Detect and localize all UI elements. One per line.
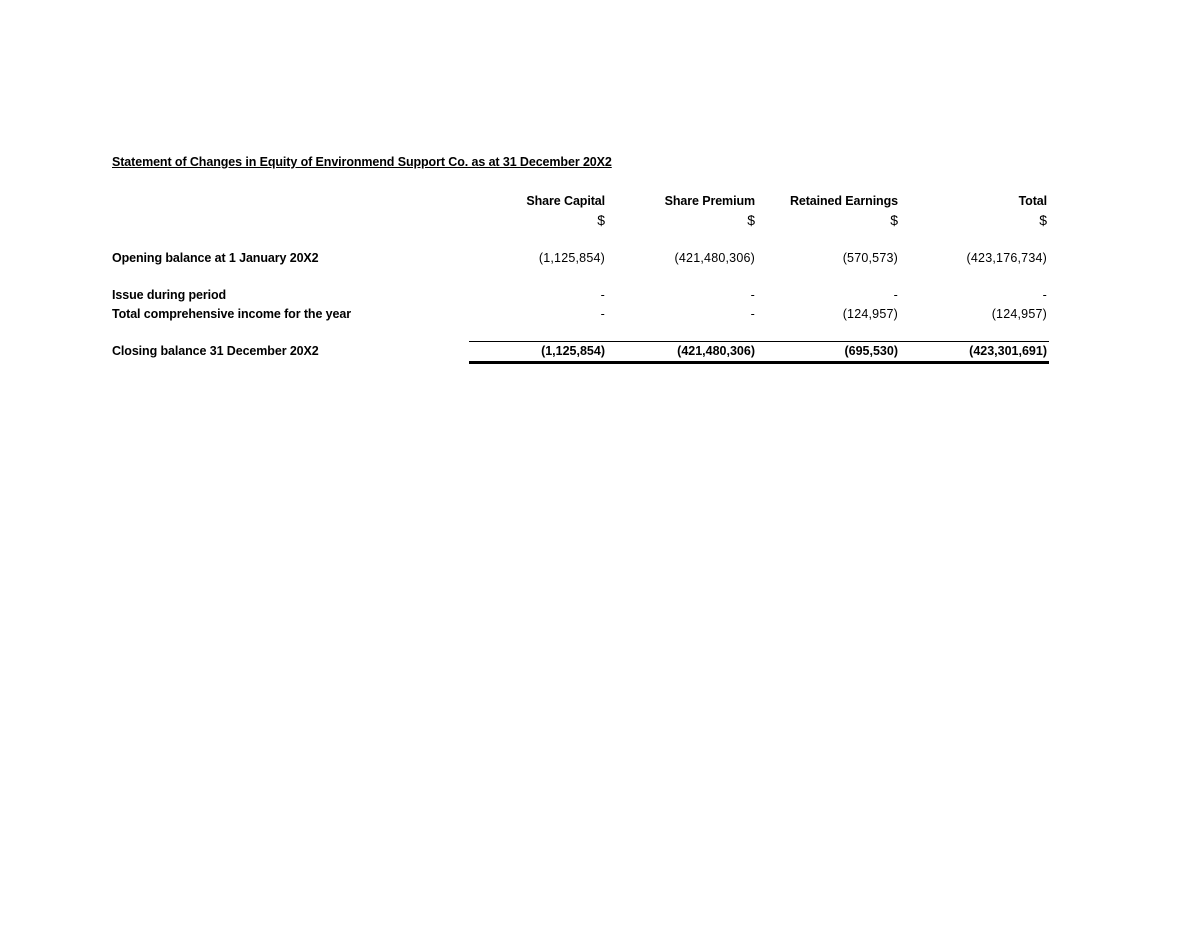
closing-double-rule: [469, 361, 1049, 364]
row-label-issue-during-period: Issue during period: [112, 288, 227, 302]
column-header-share-capital: Share Capital: [526, 194, 605, 208]
currency-retained-earnings: $: [890, 212, 898, 228]
closing-total: (423,301,691): [969, 344, 1047, 358]
tci-share-premium: -: [750, 307, 755, 321]
closing-retained-earnings: (695,530): [844, 344, 898, 358]
opening-share-capital: (1,125,854): [538, 251, 605, 265]
row-label-closing-balance: Closing balance 31 December 20X2: [112, 344, 319, 358]
column-header-share-premium: Share Premium: [664, 194, 755, 208]
statement-title: Statement of Changes in Equity of Environmend Support Co. as at 31 December 20X2: [112, 155, 612, 169]
opening-retained-earnings: (570,573): [842, 251, 898, 265]
issue-retained-earnings: -: [893, 288, 898, 302]
closing-share-capital: (1,125,854): [541, 344, 605, 358]
issue-share-capital: -: [600, 288, 605, 302]
issue-total: -: [1042, 288, 1047, 302]
column-header-total: Total: [1018, 194, 1047, 208]
tci-share-capital: -: [600, 307, 605, 321]
column-header-retained-earnings: Retained Earnings: [789, 194, 898, 208]
closing-top-rule: [469, 341, 1049, 342]
issue-share-premium: -: [750, 288, 755, 302]
currency-share-capital: $: [597, 212, 605, 228]
row-label-opening-balance: Opening balance at 1 January 20X2: [112, 251, 319, 265]
row-label-total-comprehensive-income: Total comprehensive income for the year: [112, 307, 351, 321]
tci-total: (124,957): [991, 307, 1047, 321]
opening-share-premium: (421,480,306): [674, 251, 755, 265]
tci-retained-earnings: (124,957): [842, 307, 898, 321]
closing-share-premium: (421,480,306): [677, 344, 755, 358]
currency-total: $: [1039, 212, 1047, 228]
opening-total: (423,176,734): [966, 251, 1047, 265]
currency-share-premium: $: [747, 212, 755, 228]
